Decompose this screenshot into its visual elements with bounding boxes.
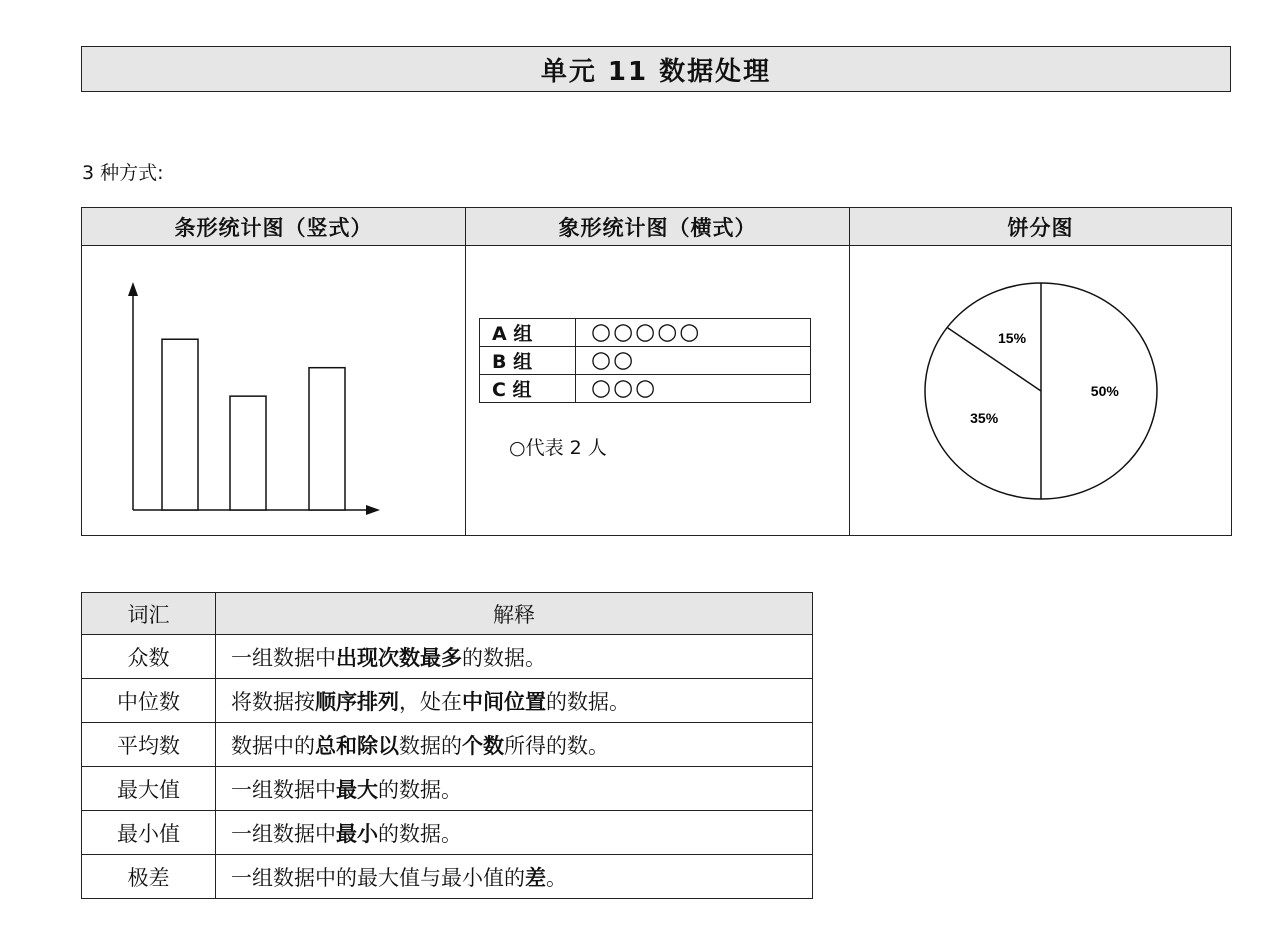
definition-emphasis: 差 [525, 864, 546, 890]
vocab-term: 极差 [82, 855, 216, 899]
vocab-row [82, 855, 813, 899]
definition-text: 一组数据中 [231, 821, 336, 846]
vocab-term: 众数 [82, 635, 216, 679]
page-title: 单元 11 数据处理 [81, 46, 1231, 92]
vocab-term: 最大值 [82, 767, 216, 811]
intro-text: 3 种方式: [82, 162, 164, 184]
definition-emphasis: 顺序排列 [315, 688, 399, 714]
bar [162, 339, 198, 510]
vocab-header-term: 词汇 [82, 593, 216, 635]
pictograph-row-symbols: ○○○ [576, 375, 811, 403]
vocab-definition [216, 723, 813, 767]
definition-text: 一组数据中 [231, 645, 336, 670]
pictograph-row-label: C 组 [480, 375, 576, 403]
vocabulary-table [81, 592, 813, 899]
definition-text: 数据中的 [231, 733, 315, 758]
y-axis-arrow-icon [128, 282, 138, 296]
pie-chart-cell [850, 246, 1232, 536]
vocab-row [82, 635, 813, 679]
bar [309, 368, 345, 510]
definition-text: 数据的 [399, 733, 462, 758]
definition-text: ，处在 [399, 689, 462, 714]
pictograph-row [480, 319, 811, 347]
pictograph-cell [466, 246, 850, 536]
definition-text: 一组数据中 [231, 777, 336, 802]
bar-chart [82, 246, 465, 535]
vocab-term: 平均数 [82, 723, 216, 767]
pictograph-legend: ○代表 2 人 [509, 437, 607, 459]
pictograph-row-label: A 组 [480, 319, 576, 347]
x-axis-arrow-icon [366, 505, 380, 515]
pie-slice-label: 50% [1090, 383, 1119, 399]
bar [230, 396, 266, 510]
pictograph-row-symbols: ○○ [576, 347, 811, 375]
vocab-row [82, 811, 813, 855]
pie-slice-label: 35% [970, 409, 999, 426]
definition-emphasis: 个数 [462, 732, 504, 758]
definition-text: 的数据。 [378, 821, 462, 846]
definition-text: 。 [546, 865, 567, 890]
definition-text: 的数据。 [462, 645, 546, 670]
pictograph-row [480, 375, 811, 403]
vocab-definition [216, 811, 813, 855]
pie-slice-label: 15% [998, 330, 1027, 347]
definition-text: 所得的数。 [504, 733, 609, 758]
definition-text: 的数据。 [546, 689, 630, 714]
header-pictograph: 象形统计图（横式） [466, 208, 850, 246]
vocab-row [82, 679, 813, 723]
vocab-definition [216, 635, 813, 679]
vocab-row [82, 723, 813, 767]
definition-emphasis: 总和除以 [315, 732, 399, 758]
pictograph-row [480, 347, 811, 375]
header-bar-chart: 条形统计图（竖式） [82, 208, 466, 246]
vocab-definition [216, 767, 813, 811]
definition-text: 一组数据中的最大值与最小值的 [231, 865, 525, 890]
definition-emphasis: 最小 [336, 820, 378, 846]
vocab-term: 最小值 [82, 811, 216, 855]
vocab-row [82, 767, 813, 811]
definition-emphasis: 最大 [336, 776, 378, 802]
pictograph-row-label: B 组 [480, 347, 576, 375]
pie-chart [850, 246, 1233, 535]
vocab-definition [216, 855, 813, 899]
chart-types-table [81, 207, 1232, 536]
pictograph-table [479, 318, 811, 403]
bar-chart-cell [82, 246, 466, 536]
vocab-definition [216, 679, 813, 723]
definition-text: 将数据按 [231, 689, 315, 714]
definition-emphasis: 出现次数最多 [336, 644, 462, 670]
vocab-header-definition: 解释 [216, 593, 813, 635]
definition-text: 的数据。 [378, 777, 462, 802]
definition-emphasis: 中间位置 [462, 688, 546, 714]
vocab-term: 中位数 [82, 679, 216, 723]
header-pie-chart: 饼分图 [850, 208, 1232, 246]
pictograph-row-symbols: ○○○○○ [576, 319, 811, 347]
